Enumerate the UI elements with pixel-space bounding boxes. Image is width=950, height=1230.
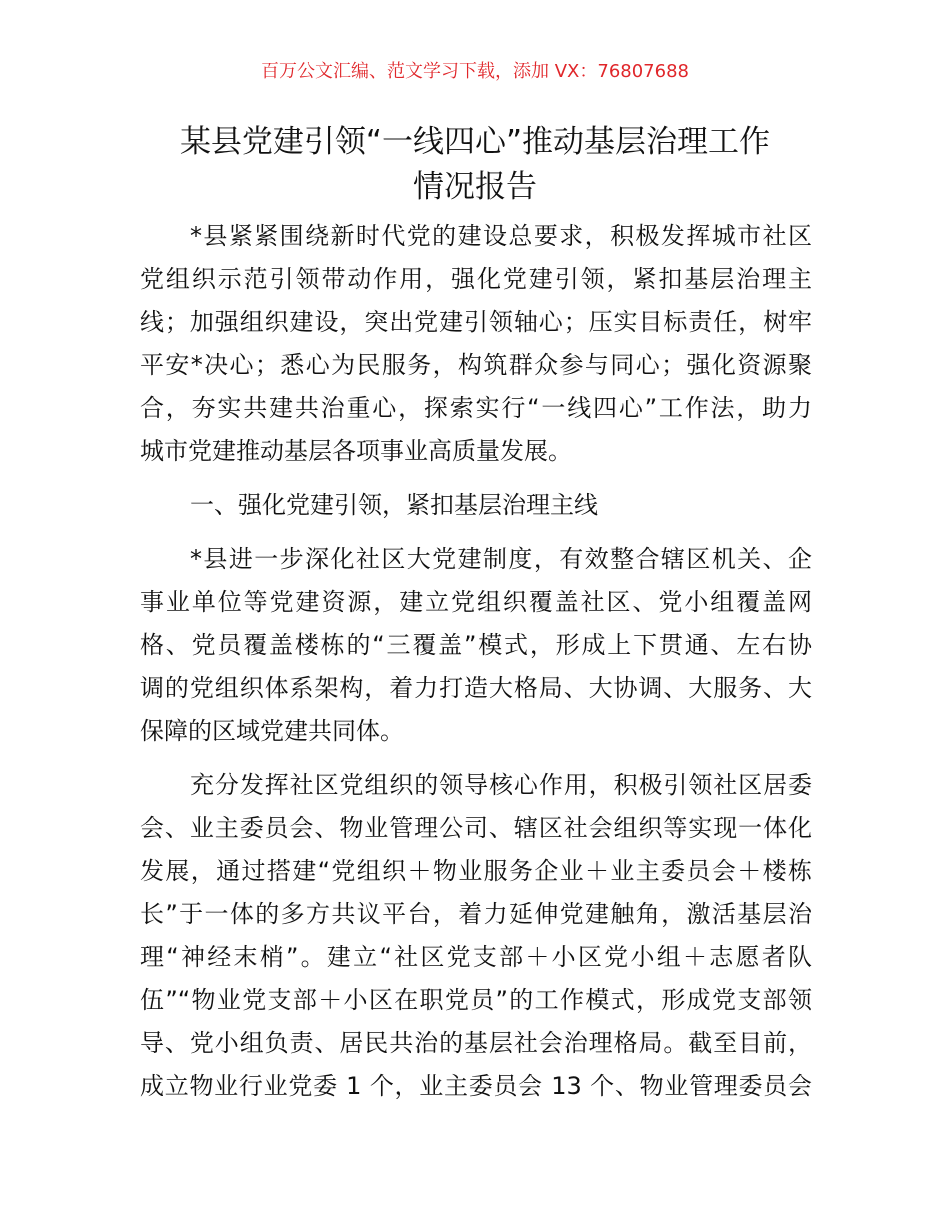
text-line: 格、党员覆盖楼栋的“三覆盖”模式，形成上下贯通、左右协	[140, 631, 812, 659]
watermark-header: 百万公文汇编、范文学习下载，添加 VX：76807688	[261, 61, 689, 82]
text-line: 理“神经末梢”。建立“社区党支部＋小区党小组＋志愿者队	[140, 943, 812, 971]
text-line: 发展，通过搭建“党组织＋物业服务企业＋业主委员会＋楼栋	[140, 857, 812, 885]
text-line: *县紧紧围绕新时代党的建设总要求，积极发挥城市社区	[190, 222, 812, 250]
text-line: 平安*决心；悉心为民服务，构筑群众参与同心；强化资源聚	[140, 351, 812, 379]
document-title-line-2: 情况报告	[413, 169, 537, 205]
text-line: 党组织示范引领带动作用，强化党建引领，紧扣基层治理主	[140, 265, 812, 293]
text-line: 线；加强组织建设，突出党建引领轴心；压实目标责任，树牢	[140, 308, 812, 336]
text-line: 合，夯实共建共治重心，探索实行“一线四心”工作法，助力	[140, 394, 812, 422]
text-line: 伍”“物业党支部＋小区在职党员”的工作模式，形成党支部领	[140, 986, 812, 1014]
text-line: 调的党组织体系架构，着力打造大格局、大协调、大服务、大	[140, 674, 812, 702]
text-line: 成立物业行业党委 1 个，业主委员会 13 个、物业管理委员会	[140, 1072, 812, 1100]
paragraph	[140, 538, 812, 753]
text-line: 导、党小组负责、居民共治的基层社会治理格局。截至目前，	[140, 1029, 812, 1057]
text-line: 充分发挥社区党组织的领导核心作用，积极引领社区居委	[190, 771, 812, 799]
text-line: 一、强化党建引领，紧扣基层治理主线	[190, 491, 598, 519]
text-line: *县进一步深化社区大党建制度，有效整合辖区机关、企	[190, 545, 812, 573]
document-title-line-1: 某县党建引领“一线四心”推动基层治理工作	[179, 124, 771, 160]
text-line: 会、业主委员会、物业管理公司、辖区社会组织等实现一体化	[140, 814, 812, 842]
paragraph	[140, 764, 812, 1108]
text-line: 事业单位等党建资源，建立党组织覆盖社区、党小组覆盖网	[140, 588, 812, 616]
paragraph	[140, 215, 812, 473]
text-line: 长”于一体的多方共议平台，着力延伸党建触角，激活基层治	[140, 900, 812, 928]
section-heading	[140, 484, 812, 527]
document-body	[140, 215, 812, 1119]
text-line: 保障的区域党建共同体。	[140, 717, 404, 745]
text-line: 城市党建推动基层各项事业高质量发展。	[140, 437, 572, 465]
